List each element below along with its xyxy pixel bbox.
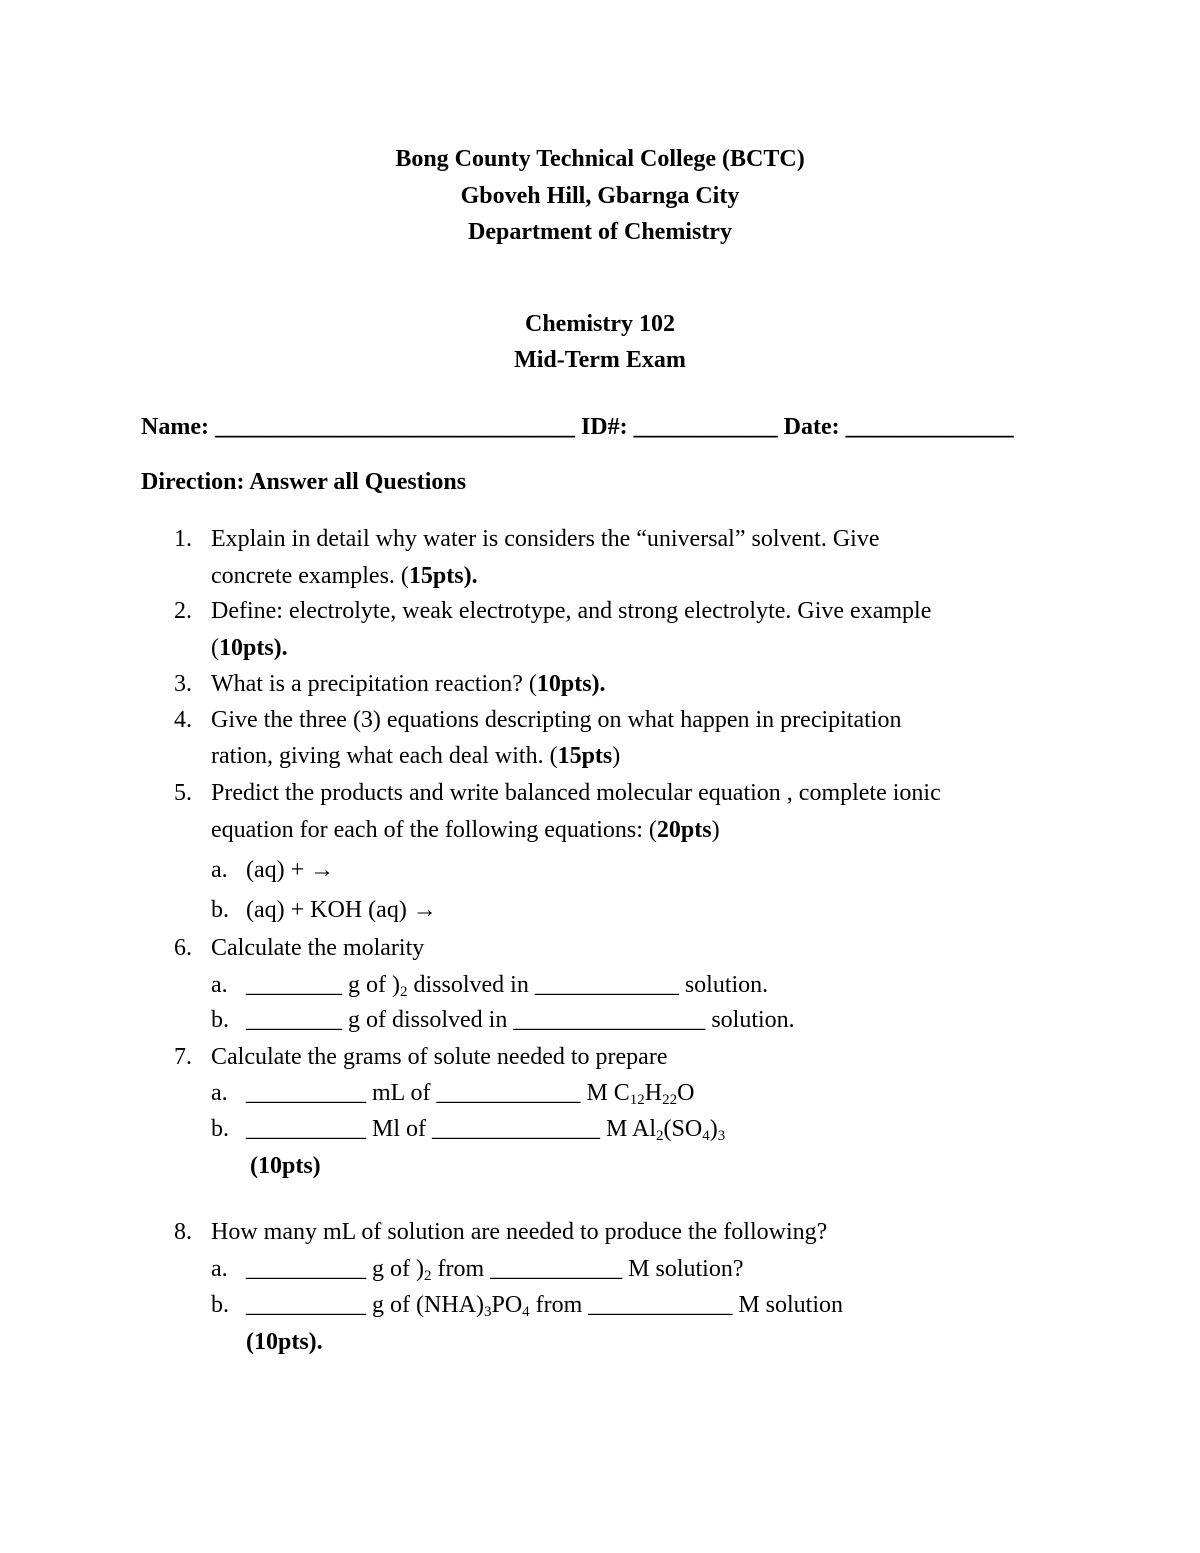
q6a-letter: a. (211, 972, 228, 998)
q6-line1: Calculate the molarity (211, 935, 425, 961)
q7a-letter: a. (211, 1080, 228, 1106)
q7b-text: __________ Ml of ______________ M $Al_2(SO_4)_3$ (246, 1116, 726, 1144)
exam-title: Mid-Term Exam (514, 347, 686, 373)
course-title: Chemistry 102 (525, 311, 675, 337)
date-blank[interactable]: ______________ (845, 414, 1014, 440)
student-info-line (141, 412, 1014, 442)
q2-points: 10pts). (219, 635, 288, 661)
q8b-blank2[interactable]: ____________ (588, 1292, 733, 1318)
name-blank[interactable]: ______________________________ (214, 414, 575, 440)
q3-points: 10pts). (536, 671, 606, 697)
q8b-text: __________ g of $(NHA)_3PO_4$ from ____________ M solution (246, 1292, 844, 1320)
college-location: Gboveh Hill, Gbarnga City (460, 183, 740, 209)
id-label: ID#: (580, 414, 628, 440)
q8a-blank1[interactable]: __________ (246, 1256, 366, 1282)
q4-line2: ration, giving what each deal with. (15pts) (211, 743, 621, 769)
college-name: Bong County Technical College (BCTC) (395, 146, 805, 172)
q6a-blank2[interactable]: ____________ (534, 972, 679, 998)
q7-points: (10pts) (250, 1153, 321, 1179)
q8a-letter: a. (211, 1256, 228, 1282)
q8-line1: How many mL of solution are needed to produce the following? (211, 1219, 828, 1245)
q4-number: 4. (174, 707, 192, 733)
q5a-letter: a. (211, 857, 228, 883)
q5b-letter: b. (211, 897, 229, 923)
q5a-text: (aq) + → (246, 857, 335, 883)
q8a-blank2[interactable]: ___________ (490, 1256, 623, 1282)
id-blank[interactable]: ____________ (633, 414, 778, 440)
q1-number: 1. (174, 526, 192, 552)
q8a-text: __________ g of )$_2$ from ___________ M solution? (246, 1256, 744, 1284)
q7b-letter: b. (211, 1116, 229, 1142)
q7a-text: __________ mL of ____________ M $C_{12}H_{22}O$ (246, 1080, 695, 1108)
q7b-blank2[interactable]: ______________ (432, 1116, 600, 1142)
q6b-blank2[interactable]: ________________ (513, 1007, 706, 1033)
q3-line1: What is a precipitation reaction? (10pts). (211, 671, 606, 697)
name-label: Name: (141, 414, 209, 440)
q2-number: 2. (174, 598, 192, 624)
q1-points: 15pts). (408, 563, 478, 589)
q6-number: 6. (174, 935, 192, 961)
department-name: Department of Chemistry (468, 219, 732, 245)
q6b-blank1[interactable]: ________ (246, 1007, 342, 1033)
q5-points: 20pts (656, 817, 712, 843)
q2-line2: (10pts). (211, 635, 288, 661)
q4-points: 15pts (557, 743, 613, 769)
q5-line1: Predict the products and write balanced molecular equation , complete ionic (211, 780, 941, 806)
direction-text: Direction: Answer all Questions (141, 469, 467, 495)
q7a-blank2[interactable]: ____________ (436, 1080, 581, 1106)
q7b-blank1[interactable]: __________ (246, 1116, 366, 1142)
q4-line1: Give the three (3) equations descripting on what happen in precipitation (211, 707, 902, 733)
q8-points: (10pts). (246, 1329, 323, 1355)
q5-number: 5. (174, 780, 192, 806)
q1-line2: concrete examples. (15pts). (211, 563, 478, 589)
date-label: Date: (783, 414, 840, 440)
q7-number: 7. (174, 1044, 192, 1070)
q6a-text: ________ g of )$_2$ dissolved in ____________ solution. (246, 972, 769, 1000)
q5-line2: equation for each of the following equations: (20pts) (211, 817, 720, 843)
q7-line1: Calculate the grams of solute needed to prepare (211, 1044, 668, 1070)
q8b-letter: b. (211, 1292, 229, 1318)
q8-number: 8. (174, 1219, 192, 1245)
q5b-text: (aq) + KOH (aq) → (246, 897, 437, 923)
q6b-text: ________ g of dissolved in ________________ solution. (246, 1007, 795, 1033)
q3-number: 3. (174, 671, 192, 697)
q2-line1: Define: electrolyte, weak electrotype, and strong electrolyte. Give example (211, 598, 932, 624)
q7a-blank1[interactable]: __________ (246, 1080, 366, 1106)
q8b-blank1[interactable]: __________ (246, 1292, 366, 1318)
q1-line1: Explain in detail why water is considers the “universal” solvent. Give (211, 526, 880, 552)
q6a-blank1[interactable]: ________ (246, 972, 342, 998)
q6b-letter: b. (211, 1007, 229, 1033)
